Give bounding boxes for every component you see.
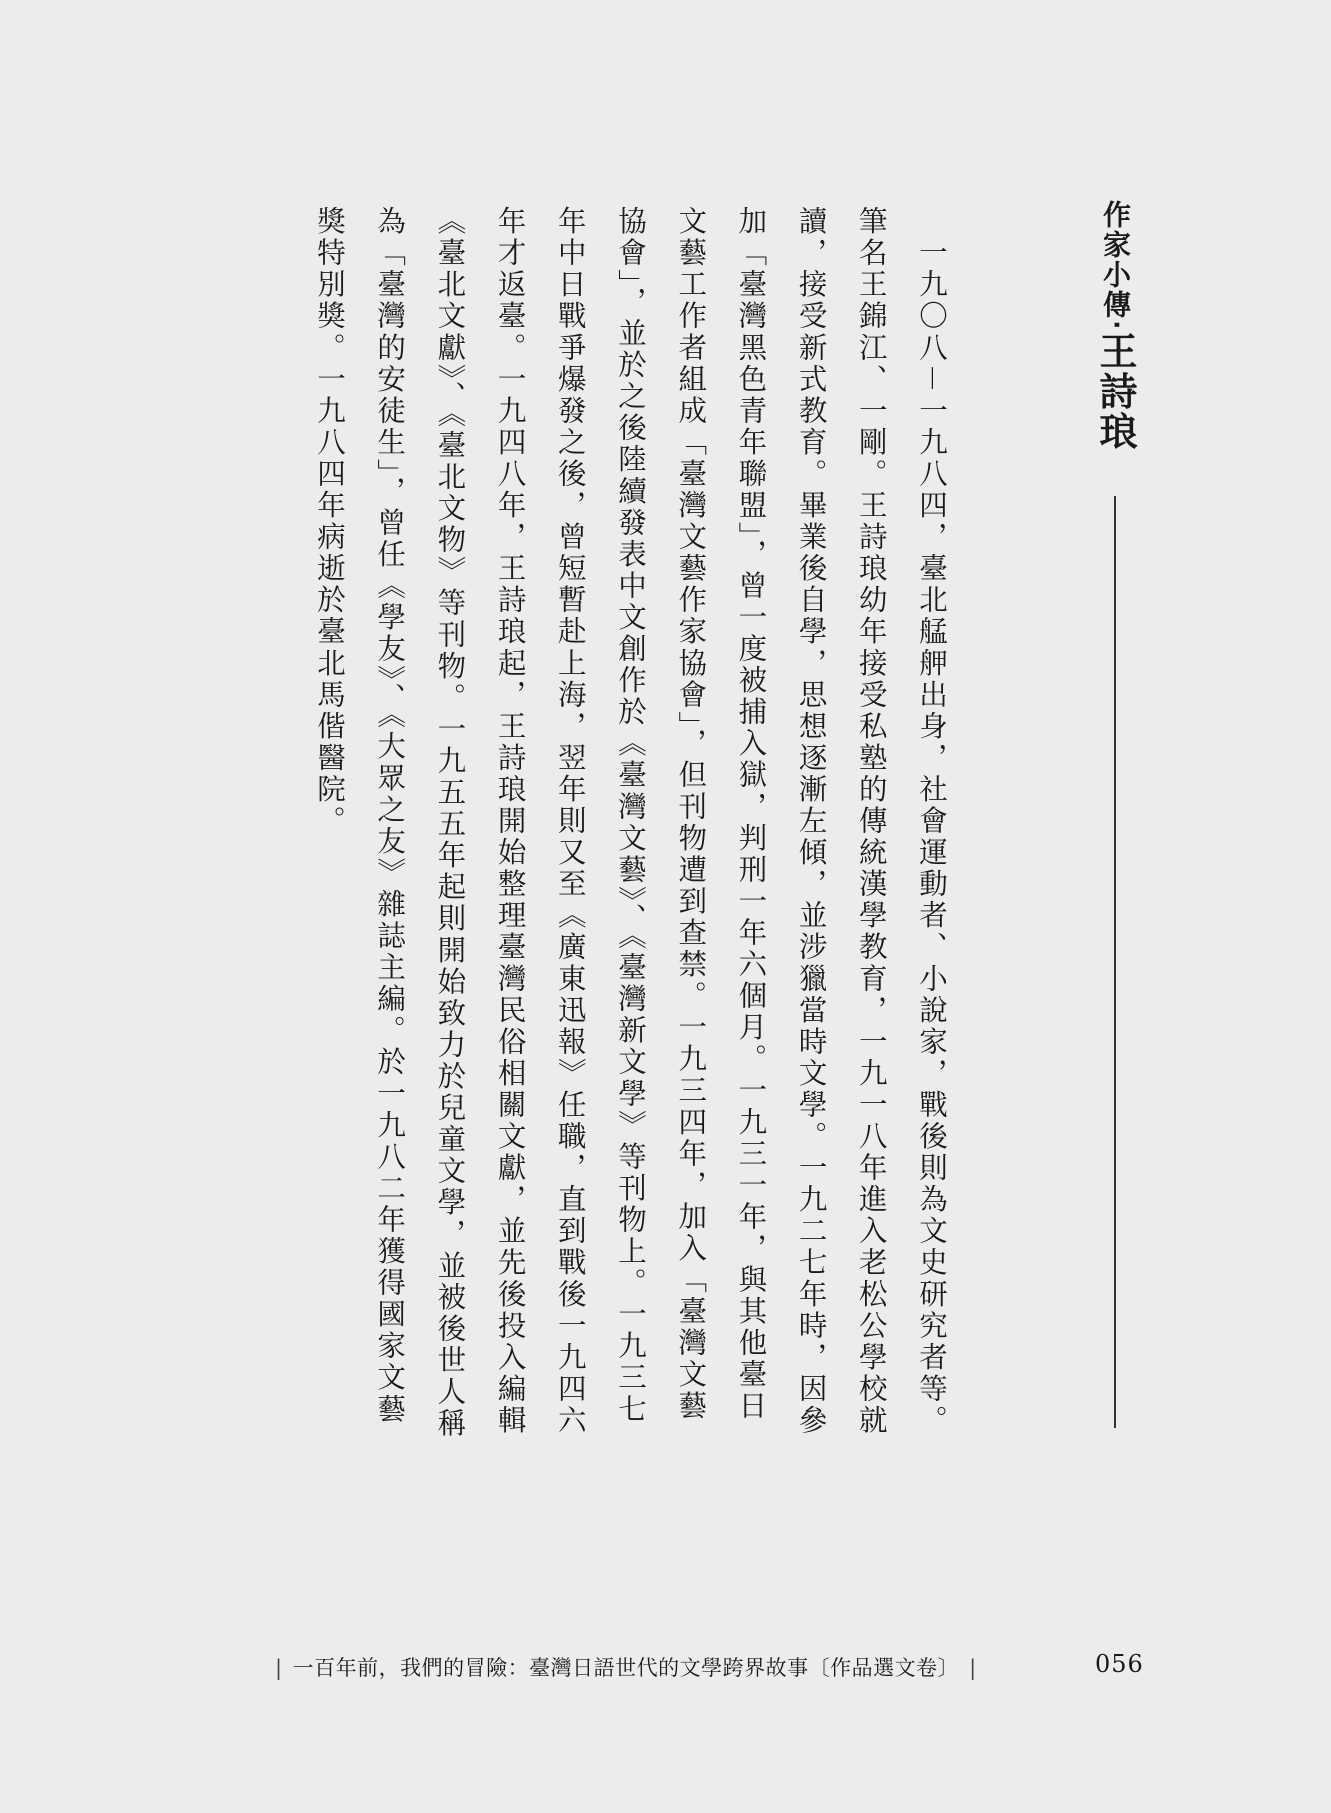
running-footer bbox=[265, 1652, 987, 1682]
footer-right-bar: | bbox=[969, 1656, 977, 1680]
footer-book-title: 一百年前，我們的冒險：臺灣日語世代的文學跨界故事〔作品選文卷〕 bbox=[292, 1656, 960, 1680]
biography-text: 一九〇八－一九八四，臺北艋舺出身，社會運動者、小說家，戰後則為文史研究者等。筆名王錦江、一剛。王詩琅幼年接受私塾的傳統漢學教育，一九一八年進入老松公學校就讀，接受新式教育。畢業後自學，思想逐漸左傾，並涉獵當時文學。一九二七年時，因參加「臺灣黑色青年聯盟」，曾一度被捕入獄，判刑一年六個月。一九三一年，與其他臺日文藝工作者組成「臺灣文藝作家協會」，但刊物遭到查禁。一九三四年，加入「臺灣文藝協會」，並於之後陸續發表中文創作於《臺灣文藝》、《臺灣新文學》等刊物上。一九三七年中日戰爭爆發之後，曾短暫赴上海，翌年則又至《廣東迅報》任職，直到戰後一九四六年才返臺。一九四八年，王詩琅起，王詩琅開始整理臺灣民俗相關文獻，並先後投入編輯《臺北文獻》、《臺北文物》等刊物。一九五五年起則開始致力於兒童文學，並被後世人稱為「臺灣的安徒生」，曾任《學友》、《大眾之友》雜誌主編。於一九八二年獲得國家文藝獎特別獎。一九八四年病逝於臺北馬偕醫院。 bbox=[312, 206, 948, 1440]
section-heading bbox=[1093, 200, 1138, 452]
heading-author-name: 王詩琅 bbox=[1093, 331, 1138, 452]
footer-left-bar: | bbox=[275, 1656, 283, 1680]
heading-separator: ‧ bbox=[1098, 320, 1133, 332]
heading-label: 作家小傳 bbox=[1099, 200, 1132, 320]
heading-divider bbox=[1114, 496, 1116, 1428]
page-number: 056 bbox=[1095, 1650, 1144, 1678]
